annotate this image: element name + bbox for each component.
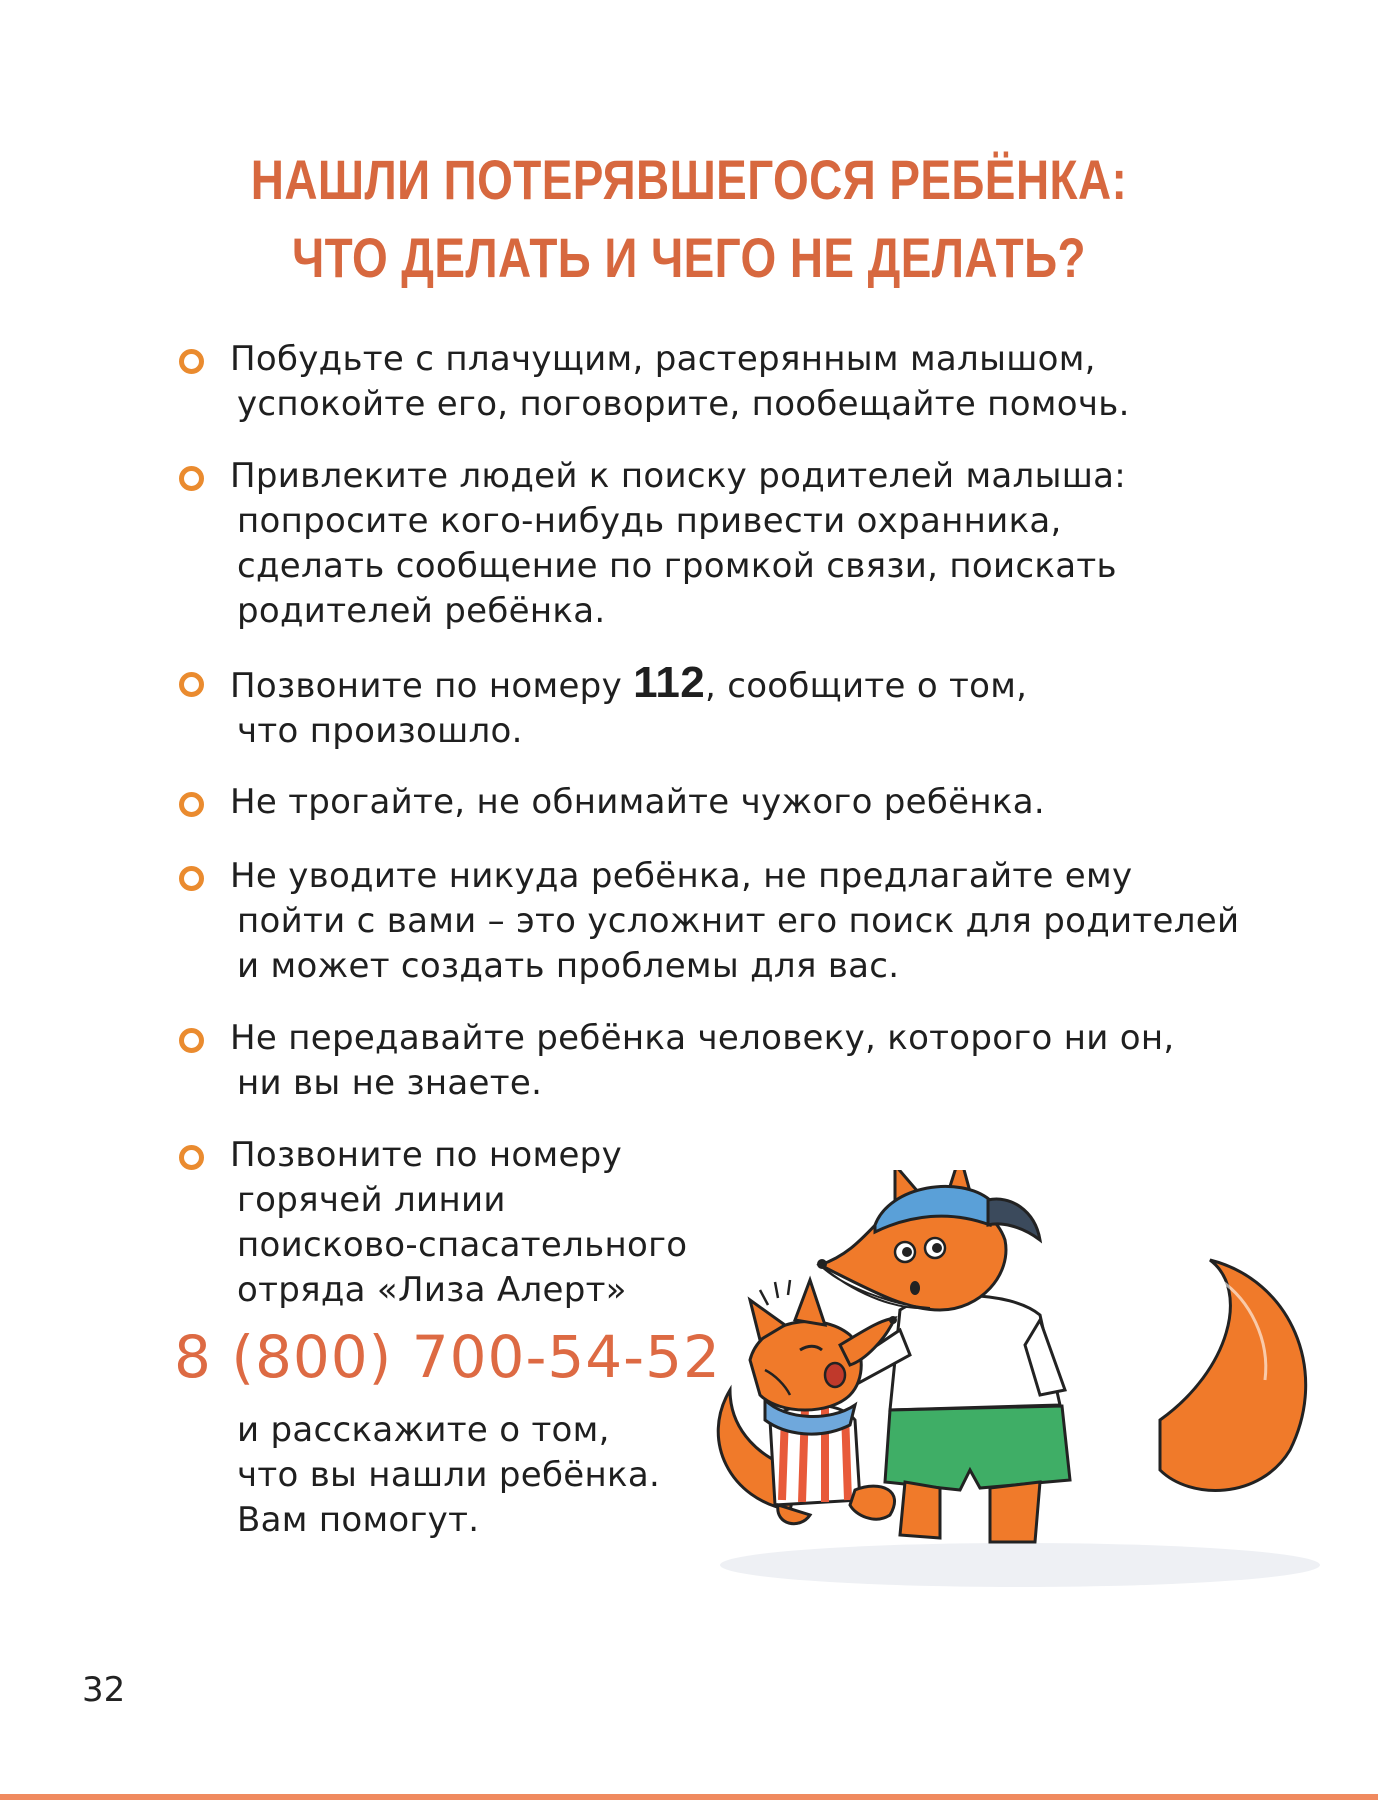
item-text: ни вы не знаете. xyxy=(237,1063,543,1103)
item-text: пойти с вами – это усложнит его поиск для родителей xyxy=(237,901,1240,941)
list-item xyxy=(175,660,1215,754)
circle-bullet-icon xyxy=(179,792,204,817)
item-text xyxy=(230,660,1215,709)
item-text: успокойте его, поговорите, пообещайте помочь. xyxy=(237,384,1130,424)
item-text: отряда «Лиза Алерт» xyxy=(237,1270,627,1310)
circle-bullet-icon xyxy=(179,866,204,891)
list-item xyxy=(175,780,1215,825)
item-text: Побудьте с плачущим, растерянным малышом, xyxy=(230,339,1096,379)
circle-bullet-icon xyxy=(179,349,204,374)
item-text: Не передавайте ребёнка человеку, которого ни он, xyxy=(230,1018,1175,1058)
circle-bullet-icon xyxy=(179,466,204,491)
list-item xyxy=(175,454,1215,634)
item-text: Позвоните по номеру xyxy=(230,1135,622,1175)
bottom-border xyxy=(0,1794,1378,1800)
item-text: поисково-спасательного xyxy=(237,1225,688,1265)
item-text-post: , сообщите о том, xyxy=(704,666,1028,706)
item-text: Не уводите никуда ребёнка, не предлагайте ему xyxy=(230,856,1133,896)
two-foxes-illustration xyxy=(690,1170,1330,1590)
item-text: Вам помогут. xyxy=(237,1500,480,1540)
item-text: горячей линии xyxy=(237,1180,506,1220)
emergency-number: 112 xyxy=(633,658,705,707)
item-text: попросите кого-нибудь привести охранника, xyxy=(237,501,1062,541)
item-text: и расскажите о том, xyxy=(237,1410,610,1450)
circle-bullet-icon xyxy=(179,672,204,697)
item-text: Не трогайте, не обнимайте чужого ребёнка. xyxy=(230,782,1045,822)
item-text: сделать сообщение по громкой связи, поискать xyxy=(237,546,1117,586)
page-title-line-1: НАШЛИ ПОТЕРЯВШЕГОСЯ РЕБЁНКА: xyxy=(250,148,1128,211)
item-text: что произошло. xyxy=(237,711,523,751)
circle-bullet-icon xyxy=(179,1145,204,1170)
item-text-pre: Позвоните по номеру xyxy=(230,666,634,706)
list-item xyxy=(175,1016,1215,1106)
item-text: Привлеките людей к поиску родителей малыша: xyxy=(230,456,1127,496)
item-text: и может создать проблемы для вас. xyxy=(237,946,900,986)
hotline-phone-number: 8 (800) 700-54-52 xyxy=(174,1323,721,1391)
list-item xyxy=(175,854,1240,989)
list-item xyxy=(175,337,1215,427)
item-text: что вы нашли ребёнка. xyxy=(237,1455,661,1495)
hotline-followup xyxy=(237,1408,660,1543)
item-text: родителей ребёнка. xyxy=(237,591,606,631)
page-number: 32 xyxy=(82,1670,126,1710)
circle-bullet-icon xyxy=(179,1028,204,1053)
page-title-line-2: ЧТО ДЕЛАТЬ И ЧЕГО НЕ ДЕЛАТЬ? xyxy=(291,226,1087,289)
